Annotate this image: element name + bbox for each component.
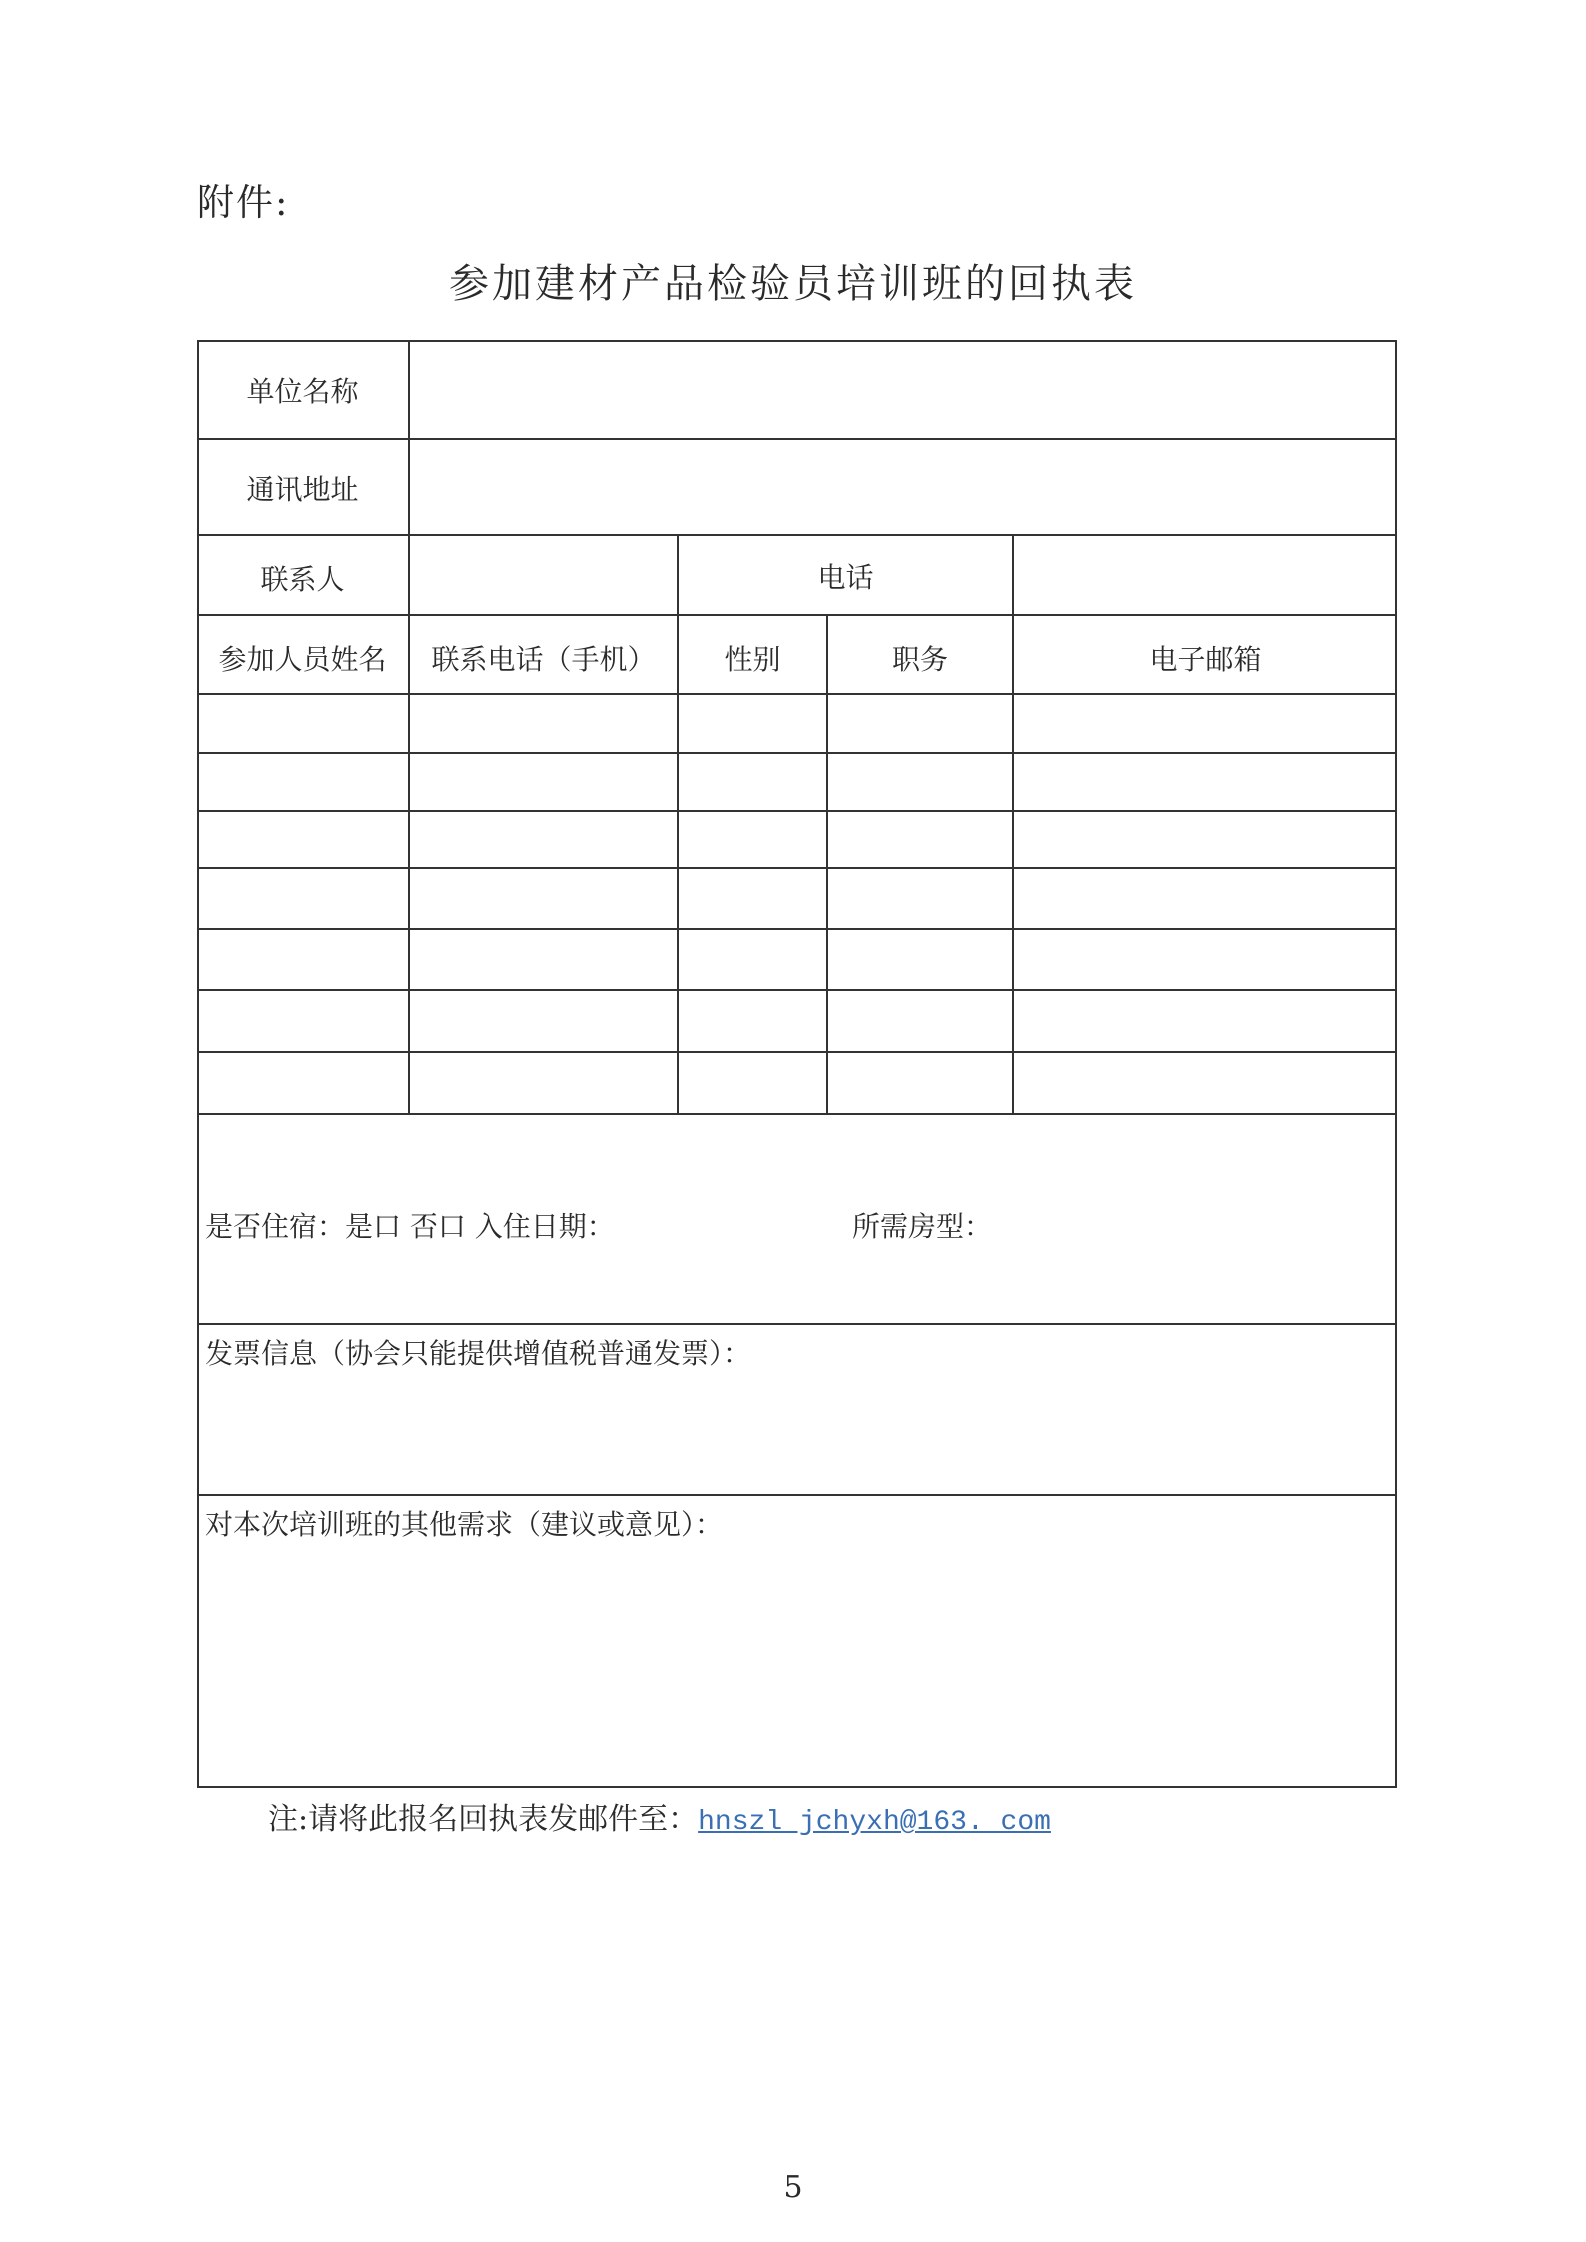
unit-name-label: 单位名称 [246,375,359,408]
contact-person-label: 联系人 [260,563,345,596]
form-title: 参加建材产品检验员培训班的回执表 [449,261,1137,307]
accommodation-question: 是否住宿：是口 否口 入住日期： [205,1210,615,1243]
note-prefix: 注:请将此报名回执表发邮件至： [268,1802,699,1837]
col-gender: 性别 [724,643,781,676]
page-number: 5 [783,2170,803,2205]
contact-person-field[interactable] [410,536,677,614]
col-mobile-phone: 联系电话（手机） [431,643,656,676]
phone-field[interactable] [1014,536,1397,614]
col-position: 职务 [891,643,948,676]
invoice-info-label: 发票信息（协会只能提供增值税普通发票）： [205,1337,752,1370]
phone-label: 电话 [817,561,874,594]
col-email: 电子邮箱 [1149,643,1262,676]
attachment-label: 附件: [197,181,290,224]
address-field[interactable] [410,440,1397,534]
other-needs-label: 对本次培训班的其他需求（建议或意见）： [205,1508,724,1541]
email-link[interactable]: hnszl jchyxh@163. com [698,1807,1051,1838]
submission-note [268,1794,1051,1838]
col-participant-name: 参加人员姓名 [218,643,387,676]
unit-name-field[interactable] [410,340,1397,438]
room-type-label: 所需房型： [852,1210,993,1243]
address-label: 通讯地址 [246,473,359,506]
